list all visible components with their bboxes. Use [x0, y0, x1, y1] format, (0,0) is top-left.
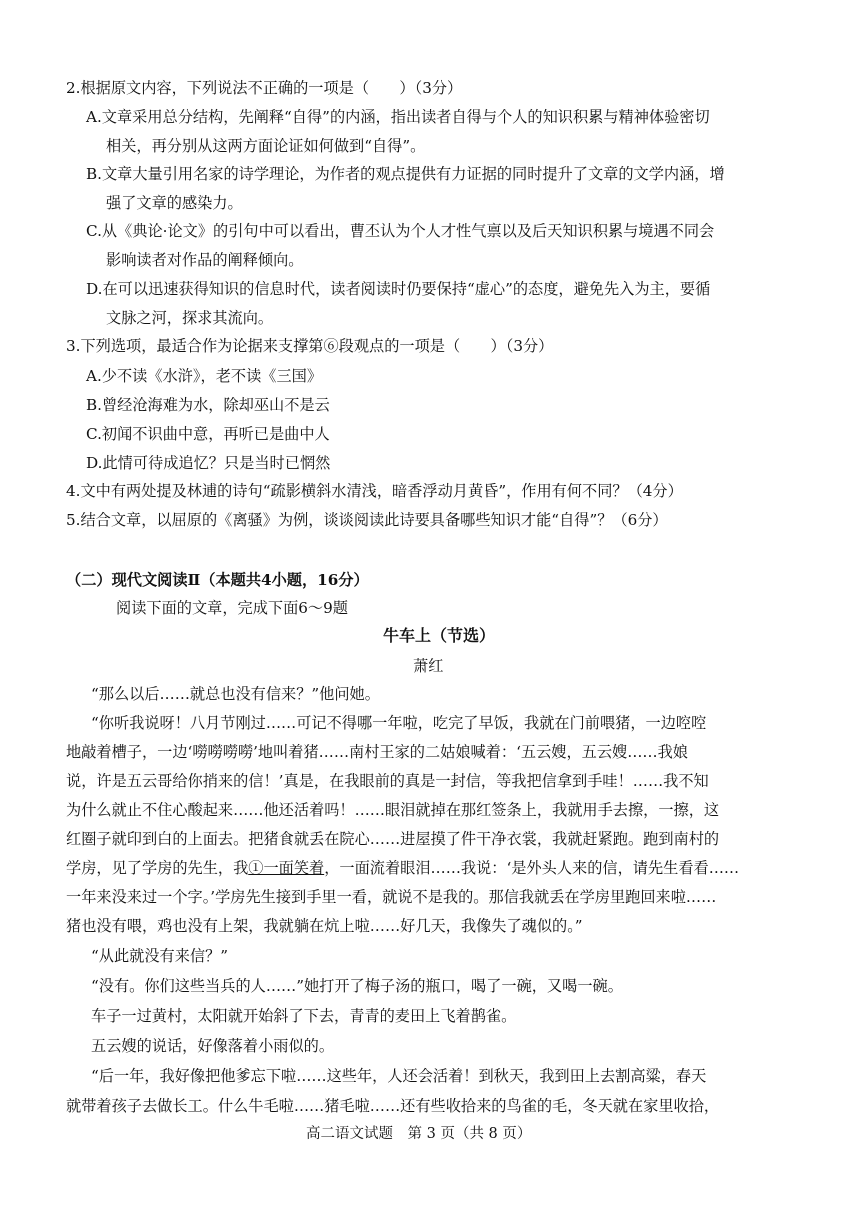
passage-line: 猪也没有喂，鸡也没有上架，我就躺在炕上啦……好几天，我像失了魂似的。”: [66, 917, 583, 935]
passage-author: 萧红: [413, 657, 444, 675]
question-2-option-d: D.在可以迅速获得知识的信息时代，读者阅读时仍要保持“虚心”的态度，避免先入为主，要循: [86, 280, 711, 298]
question-3-option-d: D.此情可待成追忆？只是当时已惘然: [86, 454, 331, 472]
question-3-option-b: B.曾经沧海难为水，除却巫山不是云: [86, 396, 330, 414]
question-2-stem: 2.根据原文内容，下列说法不正确的一项是（ ）（3分）: [66, 79, 463, 97]
section-2-instruction: 阅读下面的文章，完成下面6～9题: [116, 599, 348, 617]
passage-line: 就带着孩子去做长工。什么牛毛啦……猪毛啦……还有些收拾来的鸟雀的毛，冬天就在家里收拾，: [66, 1097, 720, 1115]
section-2-heading: （二）现代文阅读Ⅱ（本题共4小题，16分）: [66, 571, 369, 589]
question-4: 4.文中有两处提及林逋的诗句“疏影横斜水清浅，暗香浮动月黄昏”，作用有何不同？（4分）: [66, 482, 683, 500]
question-2-option-c: C.从《典论·论文》的引句中可以看出，曹丕认为个人才性气禀以及后天知识积累与境遇不同会: [86, 222, 715, 240]
passage-line-with-underline: [66, 858, 739, 878]
page-footer: 高二语文试题 第 3 页（共 8 页）: [306, 1126, 532, 1142]
passage-paragraph: “从此就没有来信？”: [91, 947, 229, 965]
passage-text: ，一面流着眼泪……我说：‘是外头人来的信，请先生看看……: [324, 859, 740, 877]
question-3-option-a: A.少不读《水浒》，老不读《三国》: [86, 367, 323, 385]
passage-line: 红圈子就印到白的上面去。把猪食就丢在院心……进屋摸了件干净衣裳，我就赶紧跑。跑到南村的: [66, 830, 720, 848]
question-2-option-a: A.文章采用总分结构，先阐释“自得”的内涵，指出读者自得与个人的知识积累与精神体验密切: [86, 108, 710, 126]
question-5: 5.结合文章，以屈原的《离骚》为例，谈谈阅读此诗要具备哪些知识才能“自得”？（6分）: [66, 511, 668, 529]
passage-line: “后一年，我好像把他爹忘下啦……这些年，人还会活着！到秋天，我到田上去割高粱，春天: [91, 1067, 707, 1085]
question-3-option-c: C.初闻不识曲中意，再听已是曲中人: [86, 425, 330, 443]
underlined-phrase-1: ①一面笑着: [248, 859, 325, 877]
passage-paragraph: 车子一过黄村，太阳就开始斜了下去，青青的麦田上飞着鹊雀。: [91, 1007, 517, 1025]
question-3-stem: 3.下列选项，最适合作为论据来支撑第⑥段观点的一项是（ ）（3分）: [66, 337, 554, 355]
passage-paragraph: 五云嫂的说话，好像落着小雨似的。: [91, 1037, 334, 1055]
passage-line: 地敲着槽子，一边‘嘮嘮嘮嘮’地叫着猪……南村王家的二姑娘喊着：‘五云嫂，五云嫂……我娘: [66, 743, 688, 761]
question-2-option-d-cont: 文脉之河，探求其流向。: [106, 309, 274, 327]
passage-title: 牛车上（节选）: [383, 626, 496, 645]
question-2-option-a-cont: 相关，再分别从这两方面论证如何做到“自得”。: [106, 137, 426, 155]
passage-line: “你听我说呀！八月节刚过……可记不得哪一年啦，吃完了早饭，我就在门前喂猪，一边啌啌: [91, 714, 707, 732]
question-2-option-b: B.文章大量引用名家的诗学理论，为作者的观点提供有力证据的同时提升了文章的文学内涵，增: [86, 165, 725, 183]
passage-text: 学房，见了学房的先生，我: [66, 859, 249, 877]
passage-line: 说，许是五云哥给你捎来的信！’真是，在我眼前的真是一封信，等我把信拿到手哇！……我不知: [66, 772, 709, 790]
passage-line: 一年来没来过一个字。’学房先生接到手里一看，就说不是我的。那信我就丢在学房里跑回来啦……: [66, 888, 717, 906]
passage-paragraph: “没有。你们这些当兵的人……”她打开了梅子汤的瓶口，喝了一碗，又喝一碗。: [91, 977, 623, 995]
passage-paragraph: “那么以后……就总也没有信来？”他问她。: [91, 685, 380, 703]
question-2-option-b-cont: 强了文章的感染力。: [106, 194, 243, 212]
passage-line: 为什么就止不住心酸起来……他还活着吗！……眼泪就掉在那红签条上，我就用手去擦，一擦，这: [66, 801, 720, 819]
question-2-option-c-cont: 影响读者对作品的阐释倾向。: [106, 251, 304, 269]
